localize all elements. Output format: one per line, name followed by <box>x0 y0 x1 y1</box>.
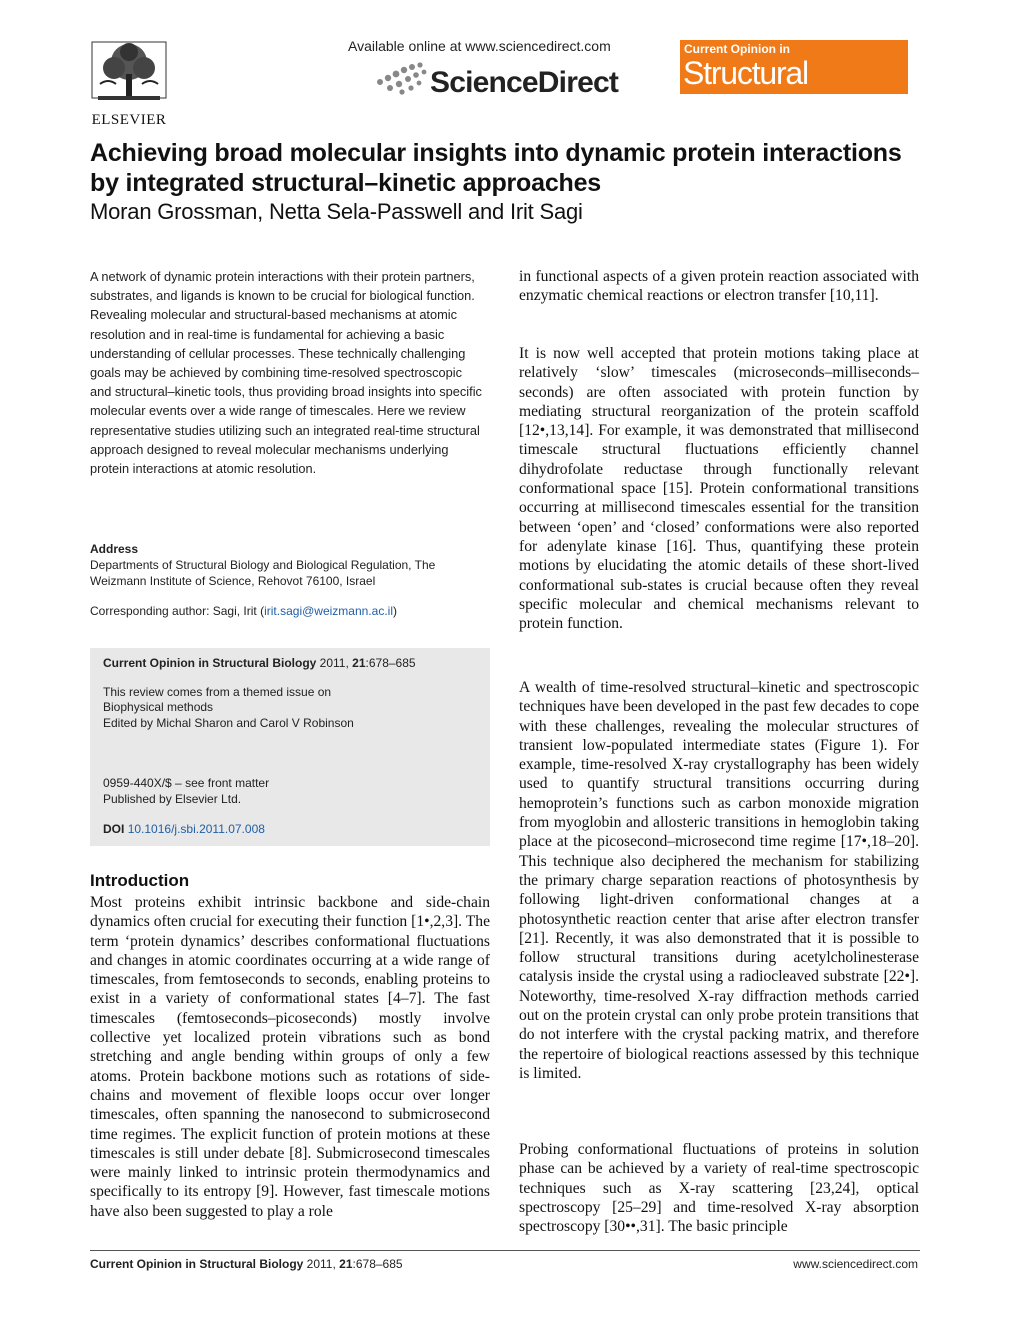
body-paragraph-3: A wealth of time-resolved structural–kinetic and spectroscopic techniques have been developed in the past few decades to cope with these challenges, revealing the molecular structures of transient low-populated intermediate states (Figure 1). For example, time-resolved X-ray crystallography has been widely used to quantify structural transitions occurring during hemoprotein’s functions such as carbon monoxide migration from myoglobin and allosteric transitions in hemoglobin taking place at the picosecond–microsecond time regime [17•,18–20]. This technique also deciphered the mechanism for stabilizing the primary charge separation reactions of photosynthesis by following light-driven conformational changes at a photosynthetic reaction center that arise after electron transfer [21]. Recently, it was also demonstrated that it is possible to follow structural transitions during acetylcholinesterase catalysis inside the crystal using a radiocleaved substrate [22•]. Noteworthy, time-resolved X-ray diffraction methods carried out on the protein crystal can only probe protein transitions that do not interfere with the crystal packing matrix, and therefore the repertoire of biological reactions assessed by this technique is limited. <box>519 679 919 1082</box>
article-authors: Moran Grossman, Netta Sela-Passwell and Irit Sagi <box>90 199 583 224</box>
footer-divider <box>90 1250 920 1251</box>
journal-banner-top: Current Opinion in <box>684 42 790 56</box>
info-year: 2011, <box>316 656 353 670</box>
platform-name: ScienceDirect <box>430 66 619 99</box>
address-heading: Address <box>90 542 139 556</box>
sciencedirect-dots-icon <box>372 58 434 98</box>
info-theme-name: Biophysical methods <box>103 700 214 714</box>
info-volume: 21 <box>352 656 366 670</box>
footer-pages: :678–685 <box>352 1257 403 1271</box>
info-issn: 0959-440X/$ – see front matter <box>103 776 270 790</box>
introduction-body: Most proteins exhibit intrinsic backbone and side-chain dynamics often crucial for executing their function [1•,2,3]. The term ‘protein dynamics’ describes conformational fluctuations and changes in atomic coordinates occurring at a wide range of timescales, from femtoseconds to seconds, enabling proteins to exist in a variety of conformational states [4–7]. The fast timescales (femtoseconds–picoseconds) mostly involve collective yet localized protein vibrations such as bond stretching and angle bending within groups of only a few atoms. Protein backbone motions such as rotations of side-chains and movement of flexible loops occur over longer timescales, often spanning the nanosecond to submicrosecond time regimes. The explicit function of protein motions at these timescales is still under debate [8]. Submicrosecond timescales were mainly linked to intrinsic protein thermodynamics and specifically to its entropy [9]. However, fast timescale motions have also been suggested to play a role <box>90 894 490 1220</box>
footer-year: 2011, <box>303 1257 340 1271</box>
footer-journal: Current Opinion in Structural Biology <box>90 1257 304 1271</box>
info-journal: Current Opinion in Structural Biology <box>103 656 317 670</box>
abstract: A network of dynamic protein interactions with their protein partners, substrates, and ligands is known to be crucial for biological function. Revealing molecular and structural-based mechanisms at atomic resolution and in real-time is fundamental for achieving a basic understanding of cellular processes. These technically challenging goals may be achieved by combining time-resolved spectroscopic and structural–kinetic tools, thus providing broad insights into specific molecular events over a wide range of timescales. Here we review representative studies utilizing such an integrated real-time structural approach designed to reveal molecular mechanisms underlying protein interactions at atomic resolution. <box>90 269 482 477</box>
article-info-box <box>90 648 490 846</box>
info-publisher: Published by Elsevier Ltd. <box>103 792 242 806</box>
journal-banner[interactable] <box>680 40 908 129</box>
elsevier-logo <box>88 38 170 130</box>
info-citation <box>103 656 416 670</box>
author-email-link[interactable]: irit.sagi@weizmann.ac.il <box>264 604 393 618</box>
body-paragraph-4: Probing conformational fluctuations of proteins in solution phase can be achieved by a variety of real-time spectroscopic techniques such as X-ray scattering [23,24], optical spectroscopy [25–29] and time-resolved X-ray absorption spectroscopy [30••,31]. The basic principle <box>519 1141 919 1236</box>
available-online-text: Available online at www.sciencedirect.com <box>348 38 611 54</box>
article-title: Achieving broad molecular insights into dynamic protein interactions by integrated structural–kinetic approaches <box>90 139 902 197</box>
address-text: Departments of Structural Biology and Biological Regulation, The Weizmann Institute of Science, Rehovot 76100, Israel <box>90 558 436 588</box>
footer-citation <box>90 1257 403 1271</box>
body-paragraph-2: It is now well accepted that protein motions taking place at relatively ‘slow’ timescales (microseconds–milliseconds–seconds) are often associated with protein function by mediating structural reorganization of the protein scaffold [12•,13,14]. For example, it was demonstrated that millisecond timescale structural fluctuations efficiently channel dihydrofolate reductase through functionally relevant conformational space [15]. Protein conformational transitions occurring at millisecond timescales essential for the transition between ‘open’ and ‘closed’ conformations were also reported for adenylate kinase [16]. Thus, quantifying these protein motions by elucidating the atomic details of these short-lived conformational sub-states is crucial because often they reveal specific molecular and chemical mechanisms relevant to protein function. <box>519 345 919 633</box>
info-doi <box>103 822 265 836</box>
info-themed-issue: This review comes from a themed issue on <box>103 685 332 699</box>
elsevier-tree-icon <box>88 38 170 110</box>
sciencedirect-logo[interactable] <box>372 58 632 102</box>
corresponding-label: Corresponding author: Sagi, Irit ( <box>90 604 265 618</box>
corresponding-author <box>90 604 490 618</box>
body-paragraph-1: in functional aspects of a given protein reaction associated with enzymatic chemical reactions or electron transfer [10,11]. <box>519 268 919 305</box>
info-pages: :678–685 <box>365 656 416 670</box>
publisher-logo-text: ELSEVIER <box>91 112 167 128</box>
introduction-heading: Introduction <box>90 871 190 890</box>
corresponding-close: ) <box>392 604 397 618</box>
footer-url[interactable]: www.sciencedirect.com <box>793 1257 918 1271</box>
info-editors: Edited by Michal Sharon and Carol V Robinson <box>103 716 354 730</box>
journal-banner-name: Structural Biology <box>683 55 808 129</box>
doi-label: DOI <box>103 822 125 836</box>
footer-volume: 21 <box>339 1257 353 1271</box>
doi-link[interactable]: 10.1016/j.sbi.2011.07.008 <box>127 822 265 836</box>
